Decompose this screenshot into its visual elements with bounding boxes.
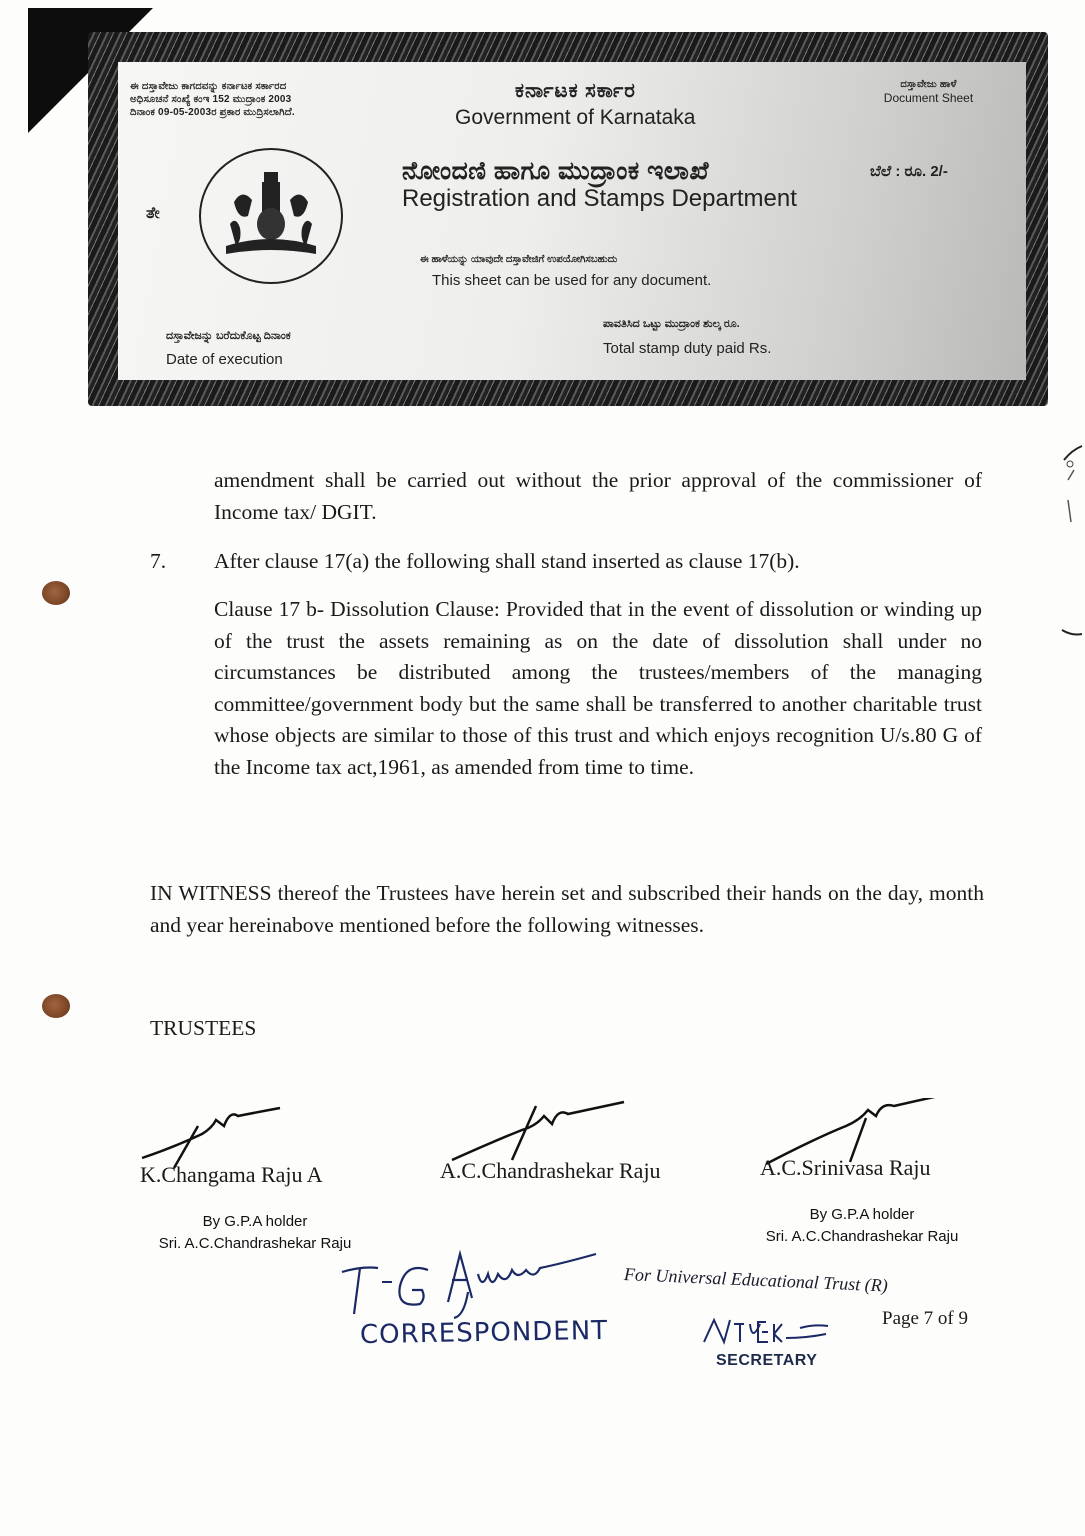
stamp-duty-english: Total stamp duty paid Rs. bbox=[603, 340, 772, 357]
gpa-line: Sri. A.C.Chandrashekar Raju bbox=[158, 1235, 352, 1252]
stamp-duty-kannada: ಪಾವತಿಸಿದ ಒಟ್ಟು ಮುದ್ರಾಂಕ ಶುಲ್ಕ ರೂ. bbox=[603, 318, 740, 330]
trustees-heading: TRUSTEES bbox=[150, 1016, 257, 1040]
department-english: Registration and Stamps Department bbox=[402, 185, 797, 212]
trustee-name: A.C.Chandrashekar Raju bbox=[440, 1158, 661, 1183]
gpa-holder-note bbox=[740, 1204, 984, 1248]
signature-k-changama-raju bbox=[138, 1100, 288, 1170]
item-number: 7. bbox=[150, 549, 167, 573]
te-mark: ತೇ bbox=[146, 205, 160, 222]
item-text: After clause 17(a) the following shall stand inserted as clause 17(b). bbox=[214, 549, 800, 573]
gpa-line: By G.P.A holder bbox=[809, 1206, 915, 1223]
witness-paragraph: IN WITNESS thereof the Trustees have herein set and subscribed their hands on the day, month and year hereinabove mentioned before the following witnesses. bbox=[150, 881, 984, 937]
karnataka-emblem-seal bbox=[199, 148, 343, 284]
organization-stamp: For Universal Educational Trust (R) bbox=[623, 1264, 889, 1296]
dissolution-clause: Clause 17 b- Dissolution Clause: Provided that in the event of dissolution or winding up of the trust the assets remaining as on the date of dissolution shall under no circumstances be distributed among the trustees/members of the managing committee/government body but the same shall be transferred to another charitable trust whose objects are similar to those of this trust and which enjoys recognition U/s.80 G of the Income tax act,1961, as amended from time to time. bbox=[214, 597, 982, 779]
notification-text bbox=[130, 80, 295, 119]
gpa-line: Sri. A.C.Chandrashekar Raju bbox=[765, 1228, 959, 1245]
trustee-name: K.Changama Raju A bbox=[140, 1162, 323, 1187]
department-kannada: ನೋಂದಣಿ ಹಾಗೂ ಮುದ್ರಾಂಕ ಇಲಾಖೆ bbox=[402, 157, 710, 185]
emblem-icon bbox=[216, 166, 326, 266]
document-sheet-kannada: ದಸ್ತಾವೇಜು ಹಾಳೆ bbox=[900, 79, 957, 90]
continuation-paragraph: amendment shall be carried out without the prior approval of the commissioner of Income tax/ DGIT. bbox=[214, 468, 982, 524]
notification-line: ದಿನಾಂಕ 09-05-2003ರ ಪ್ರಕಾರ ಮುದ್ರಿಸಲಾಗಿದೆ. bbox=[130, 107, 295, 118]
stamp-value: ಬೆಲೆ : ರೂ. 2/- bbox=[870, 163, 948, 180]
notification-line: ಅಧಿಸೂಚನೆ ಸಂಖ್ಯೆ ಕಂಇ 152 ಮುದ್ರಾಂಕ 2003 bbox=[130, 94, 292, 105]
correspondent-label: CORRESPONDENT bbox=[359, 1315, 609, 1351]
signature-secretary bbox=[700, 1312, 850, 1348]
secretary-label: SECRETARY bbox=[716, 1352, 818, 1369]
punch-hole bbox=[42, 581, 70, 605]
punch-hole bbox=[42, 994, 70, 1018]
margin-marks bbox=[1058, 440, 1085, 660]
any-document-kannada: ಈ ಹಾಳೆಯನ್ನು ಯಾವುದೇ ದಸ್ತಾವೇಜಿಗೆ ಉಪಯೋಗಿಸಬಹುದು bbox=[420, 254, 618, 265]
document-sheet-label bbox=[866, 78, 991, 105]
trustee-name: A.C.Srinivasa Raju bbox=[760, 1155, 931, 1180]
notification-line: ಈ ದಸ್ತಾವೇಜು ಕಾಗದವನ್ನು ಕರ್ನಾಟಕ ಸರ್ಕಾರದ bbox=[130, 81, 287, 92]
signature-correspondent bbox=[336, 1244, 616, 1324]
date-of-execution-english: Date of execution bbox=[166, 351, 283, 368]
government-english: Government of Karnataka bbox=[455, 106, 696, 129]
date-of-execution-kannada: ದಸ್ತಾವೇಜನ್ನು ಬರೆದುಕೊಟ್ಟ ದಿನಾಂಕ bbox=[166, 330, 291, 342]
page-number: Page 7 of 9 bbox=[882, 1308, 969, 1329]
document-sheet-english: Document Sheet bbox=[883, 91, 974, 105]
government-kannada: ಕರ್ನಾಟಕ ಸರ್ಕಾರ bbox=[515, 80, 636, 102]
any-document-english: This sheet can be used for any document. bbox=[432, 272, 712, 289]
gpa-line: By G.P.A holder bbox=[202, 1213, 308, 1230]
